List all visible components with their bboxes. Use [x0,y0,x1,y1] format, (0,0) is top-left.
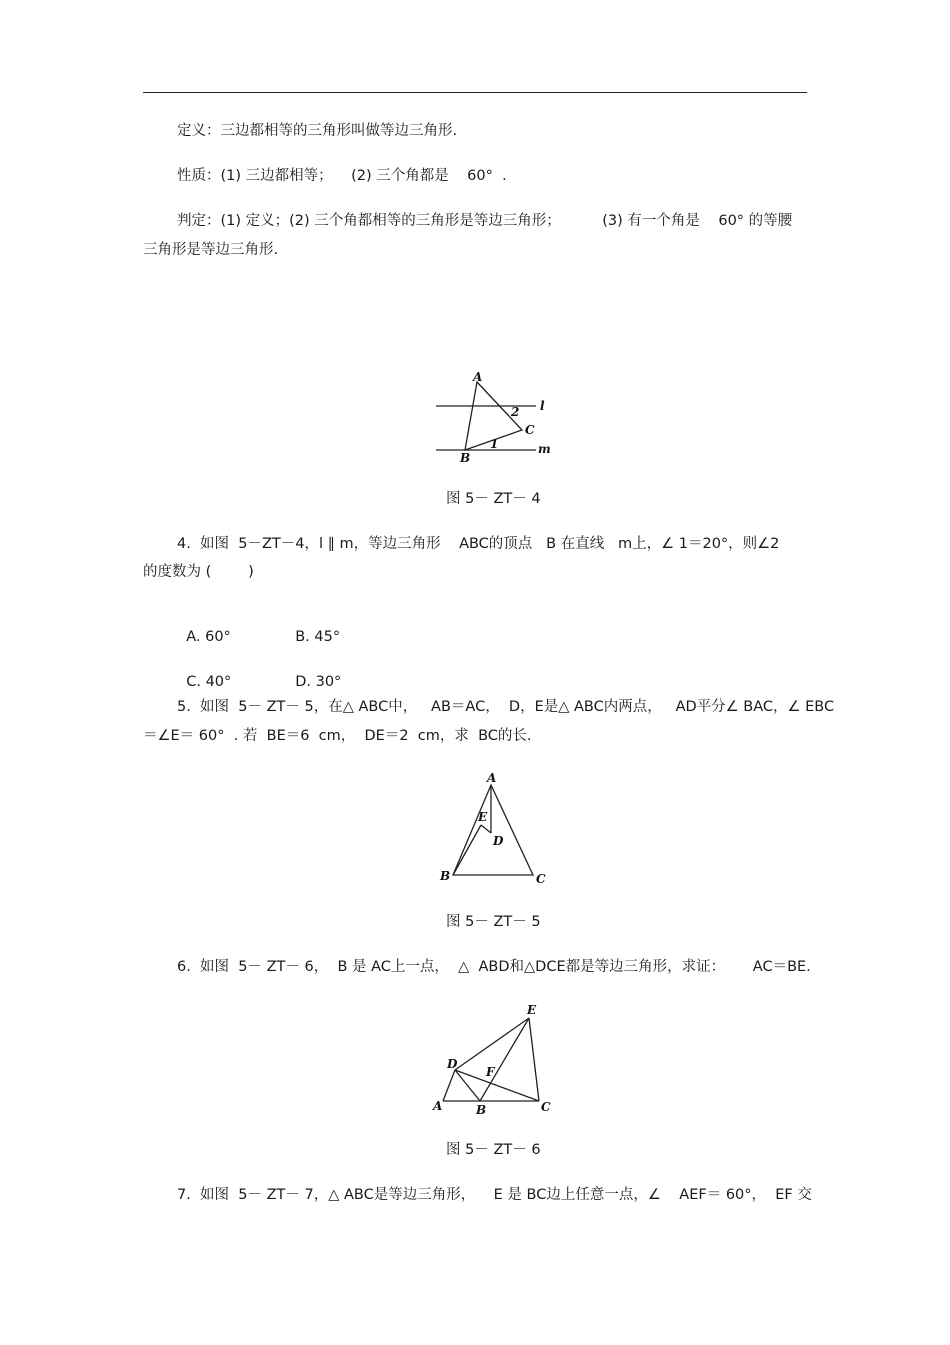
property-text: 性质：(1) 三边都相等； (2) 三个角都是 60° . [177,168,507,184]
fig6-label-D: D [447,1057,458,1071]
fig4-label-B: B [460,451,471,465]
figure-6-caption: 图 5－ ZT－ 6 [446,1142,541,1158]
q7-text-line1: 7. 如图 5－ ZT－ 7，△ ABC是等边三角形， E 是 BC边上任意一点，∠ AEF＝ 60°， EF 交 [177,1187,812,1203]
figure-5-diagram [430,765,560,895]
criteria-text-line1: 判定：(1) 定义；(2) 三个角都相等的三角形是等边三角形； (3) 有一个角是 60° 的等腰 [177,213,793,229]
fig6-label-E: E [527,1003,537,1017]
figure-6-diagram [428,998,568,1123]
fig6-label-A: A [433,1099,443,1113]
option-value: 30° [315,674,342,690]
fig5-label-D: D [493,834,504,848]
fig4-label-2: 2 [511,405,520,419]
option-letter: D. [295,674,311,690]
option-letter: B. [295,629,310,645]
figure-5-caption: 图 5－ ZT－ 5 [446,914,541,930]
header-rule [143,92,807,93]
definition-text: 定义：三边都相等的三角形叫做等边三角形. [177,123,458,139]
q4-text-line1: 4. 如图 5－ZT－4，l ∥ m，等边三角形 ABC的顶点 B 在直线 m上，∠ 1＝20°，则∠2 [177,536,780,552]
criteria-text-line2: 三角形是等边三角形. [143,242,279,258]
option-value: 40° [205,674,232,690]
fig4-label-C: C [525,423,535,437]
fig6-label-B: B [476,1103,487,1117]
fig6-label-F: F [486,1065,495,1079]
fig5-label-E: E [478,810,488,824]
option-value: 60° [205,629,231,645]
fig5-label-A: A [487,771,497,785]
q4-option-a [177,607,231,647]
fig5-label-B: B [440,869,451,883]
q4-text-line2: 的度数为 ( ) [143,564,254,580]
fig4-label-A: A [473,370,483,384]
option-value: 45° [314,629,341,645]
fig5-label-C: C [536,872,546,886]
fig4-label-l: l [540,399,545,413]
q5-text-line1: 5. 如图 5－ ZT－ 5，在△ ABC中， AB＝AC， D，E是△ ABC内两点， AD平分∠ BAC，∠ EBC [177,699,835,715]
option-letter: C. [186,674,201,690]
fig4-label-1: 1 [490,437,499,451]
fig6-label-C: C [541,1100,551,1114]
q4-option-b [286,607,340,647]
figure-4-diagram [430,370,560,470]
q6-text-line1: 6. 如图 5－ ZT－ 6， B 是 AC上一点， △ ABD和△DCE都是等边三角形，求证： AC＝BE. [177,959,811,975]
q5-text-line2: ＝∠E＝ 60° . 若 BE＝6 cm， DE＝2 cm，求 BC的长. [143,728,532,744]
figure-4-caption: 图 5－ ZT－ 4 [446,491,541,507]
fig4-label-m: m [538,442,551,456]
q4-option-d [286,652,341,692]
option-letter: A. [186,629,201,645]
q4-option-c [177,652,231,692]
